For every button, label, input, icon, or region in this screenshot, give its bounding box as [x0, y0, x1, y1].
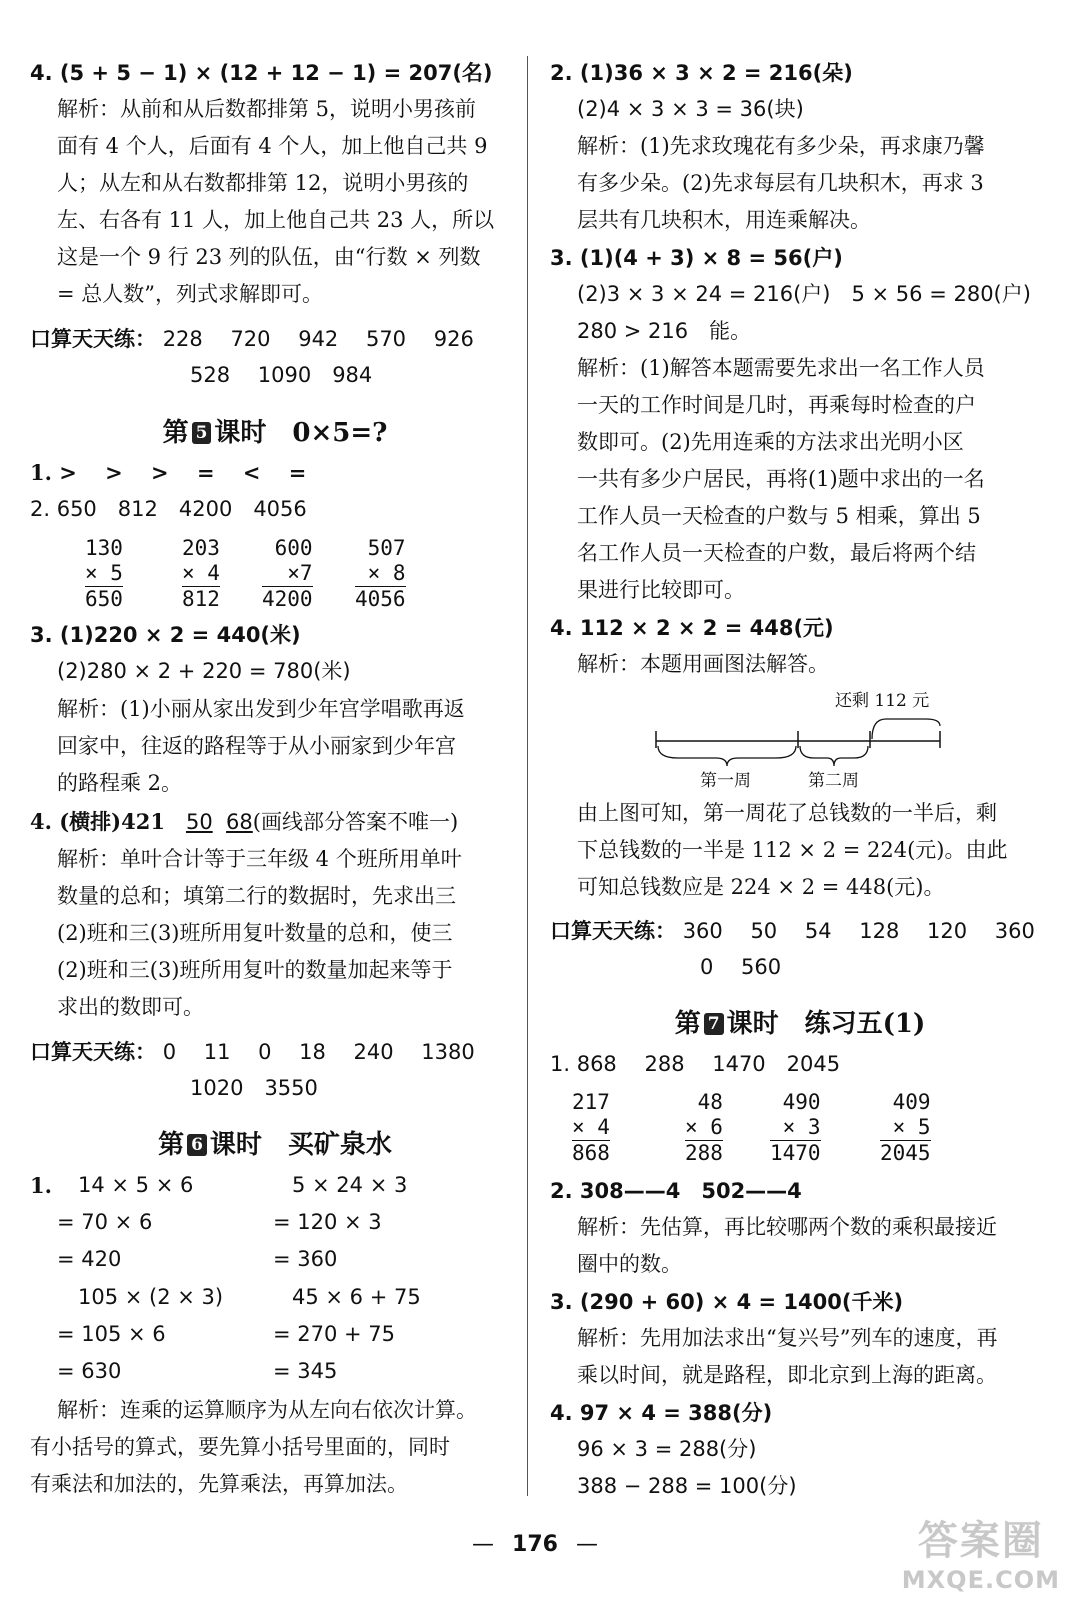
- analysis-line: 解析：先估算，再比较哪两个数的乘积最接近: [577, 1215, 997, 1239]
- question-4: 4. 112 × 2 × 2 = 448(元): [550, 616, 834, 640]
- calc-line: 5 × 24 × 3: [292, 1173, 408, 1197]
- analysis-line: 果进行比较即可。: [577, 578, 745, 602]
- calc-line: = 630: [57, 1359, 122, 1383]
- analysis-line: 名工作人员一天检查的户数，最后将两个结: [577, 541, 976, 565]
- question-2: 2. (1)36 × 3 × 2 = 216(朵): [550, 61, 853, 85]
- analysis-line: 解析：单叶合计等于三年级 4 个班所用单叶: [57, 847, 462, 871]
- analysis-line: 求出的数即可。: [57, 995, 204, 1019]
- question-2: 2. 308——4 502——4: [550, 1179, 802, 1203]
- calc-line: = 120 × 3: [273, 1210, 382, 1234]
- vertical-multiplication: 600 ×7 4200: [262, 536, 313, 611]
- analysis-line: 左、右各有 11 人，加上他自己共 23 人，所以: [57, 208, 495, 232]
- remaining-label: 还剩 112 元: [835, 691, 930, 711]
- question-3-part2: (2)3 × 3 × 24 = 216(户) 5 × 56 = 280(户): [577, 282, 1031, 306]
- q1-answers: 1. > > > = < =: [30, 460, 307, 485]
- question-4: 4. 97 × 4 = 388(分): [550, 1401, 773, 1425]
- analysis-line: 解析：先用加法求出“复兴号”列车的速度，再: [577, 1326, 998, 1350]
- analysis-line: 回家中，往返的路程等于从小丽家到少年宫: [57, 734, 456, 758]
- calc-line: = 105 × 6: [57, 1322, 166, 1346]
- oral-practice-cont: 1020 3550: [190, 1076, 318, 1100]
- vertical-multiplication: 490 × 3 1470: [770, 1090, 821, 1165]
- analysis-line: 圈中的数。: [577, 1252, 682, 1276]
- calc-line: 105 × (2 × 3): [78, 1285, 224, 1309]
- vertical-multiplication: 507 × 8 4056: [355, 536, 406, 611]
- week2-brace: [800, 746, 868, 766]
- question-3-part2: (2)280 × 2 + 220 = 780(米): [57, 659, 351, 683]
- analysis-line: 有多少朵。(2)先求每层有几块积木，再求 3: [577, 171, 984, 195]
- vertical-multiplication: 48 × 6 288: [685, 1090, 723, 1165]
- section-title-5: 第 5 课时 0×5=?: [162, 418, 388, 448]
- analysis-line: 数即可。(2)先用连乘的方法求出光明小区: [577, 430, 964, 454]
- analysis-line: 解析：(1)解答本题需要先求出一名工作人员: [577, 356, 985, 380]
- question-3: 3. (1)220 × 2 = 440(米): [30, 623, 301, 647]
- oral-practice: 口算天天练： 360 50 54 128 120 360: [550, 918, 1035, 943]
- calc-line: 45 × 6 + 75: [292, 1285, 421, 1309]
- analysis-line: 人；从左和从右数都排第 12，说明小男孩的: [57, 171, 469, 195]
- analysis-line: = 总人数”，列式求解即可。: [57, 282, 324, 306]
- analysis-line: 乘以时间，就是路程，即北京到上海的距离。: [577, 1363, 997, 1387]
- vertical-multiplication: 130 × 5 650: [85, 536, 123, 611]
- section-title-6: 第 6 课时 买矿泉水: [158, 1130, 392, 1160]
- q2-answers: 2. 650 812 4200 4056: [30, 497, 307, 521]
- watermark-logo: [902, 1509, 1060, 1594]
- calc-line: = 345: [273, 1359, 338, 1383]
- question-4: 4. (5 + 5 − 1) × (12 + 12 − 1) = 207(名): [30, 61, 493, 85]
- analysis-line: 有小括号的算式，要先算小括号里面的，同时: [30, 1435, 450, 1459]
- column-divider: [527, 56, 528, 1496]
- analysis-line: 层共有几块积木，用连乘解决。: [577, 208, 871, 232]
- week1-label: 第一周: [700, 771, 751, 791]
- analysis-line: 下总钱数的一半是 112 × 2 = 224(元)。由此: [577, 838, 1008, 862]
- q1-answers: 1. 868 288 1470 2045: [550, 1052, 841, 1076]
- oral-practice: 口算天天练： 0 11 0 18 240 1380: [30, 1039, 475, 1064]
- section-title-7: 第 7 课时 练习五(1): [674, 1009, 926, 1039]
- page-number: 176: [512, 1532, 558, 1557]
- analysis-line: 由上图可知，第一周花了总钱数的一半后，剩: [577, 801, 997, 825]
- analysis-line: 一共有多少户居民，再将(1)题中求出的一名: [577, 467, 985, 491]
- oral-practice-cont: 528 1090 984: [190, 363, 373, 387]
- question-3: 3. (290 + 60) × 4 = 1400(千米): [550, 1290, 904, 1314]
- oral-practice: 口算天天练： 228 720 942 570 926: [30, 326, 474, 351]
- calc-line: = 270 + 75: [273, 1322, 396, 1346]
- calc-line: 96 × 3 = 288(分): [577, 1437, 757, 1461]
- analysis-line: 这是一个 9 行 23 列的队伍，由“行数 × 列数: [57, 245, 481, 269]
- analysis-line: 面有 4 个人，后面有 4 个人，加上他自己共 9: [57, 134, 488, 158]
- analysis-line: 解析：(1)先求玫瑰花有多少朵，再求康乃馨: [577, 134, 985, 158]
- footer-dash-left: —: [472, 1532, 495, 1557]
- watermark-text: 答案圈: [917, 1518, 1044, 1564]
- oral-practice-cont: 0 560: [700, 955, 782, 979]
- week1-brace: [658, 746, 796, 766]
- analysis-line: (2)班和三(3)班所用复叶的数量加起来等于: [57, 958, 453, 982]
- analysis-line: 解析：本题用画图法解答。: [577, 652, 829, 676]
- analysis-line: 的路程乘 2。: [57, 771, 183, 795]
- question-3: 3. (1)(4 + 3) × 8 = 56(户): [550, 246, 843, 270]
- week2-label: 第二周: [808, 771, 859, 791]
- calc-line: = 70 × 6: [57, 1210, 153, 1234]
- vertical-multiplication: 409 × 5 2045: [880, 1090, 931, 1165]
- calc-line: = 420: [57, 1247, 122, 1271]
- calc-line: 388 − 288 = 100(分): [577, 1474, 797, 1498]
- analysis-line: 数量的总和；填第二行的数据时，先求出三: [57, 884, 456, 908]
- watermark-url: MXQE.COM: [901, 1566, 1060, 1594]
- analysis-line: 解析：连乘的运算顺序为从左向右依次计算。: [57, 1398, 477, 1422]
- analysis-line: 解析：从前和从后数都排第 5，说明小男孩前: [57, 97, 477, 121]
- analysis-line: 解析：(1)小丽从家出发到少年宫学唱歌再返: [57, 697, 465, 721]
- calc-line: 14 × 5 × 6: [78, 1173, 194, 1197]
- analysis-line: 一天的工作时间是几时，再乘每时检查的户: [577, 393, 976, 417]
- question-2-part2: (2)4 × 3 × 3 = 36(块): [577, 97, 804, 121]
- analysis-line: 工作人员一天检查的户数与 5 相乘，算出 5: [577, 504, 981, 528]
- q1-label: 1.: [30, 1173, 52, 1198]
- question-4-table: 4. (横排)421 50 68(画线部分答案不唯一): [30, 809, 459, 834]
- analysis-line: 可知总钱数应是 224 × 2 = 448(元)。: [577, 875, 945, 899]
- question-3-part3: 280 > 216 能。: [577, 319, 752, 343]
- calc-line: = 360: [273, 1247, 338, 1271]
- footer-dash-right: —: [575, 1532, 598, 1557]
- analysis-line: (2)班和三(3)班所用复叶数量的总和，使三: [57, 921, 453, 945]
- vertical-multiplication: 203 × 4 812: [182, 536, 220, 611]
- vertical-multiplication: 217 × 4 868: [572, 1090, 610, 1165]
- analysis-line: 有乘法和加法的，先算乘法，再算加法。: [30, 1472, 408, 1496]
- segment-diagram: [650, 686, 950, 792]
- remaining-brace: [872, 719, 940, 739]
